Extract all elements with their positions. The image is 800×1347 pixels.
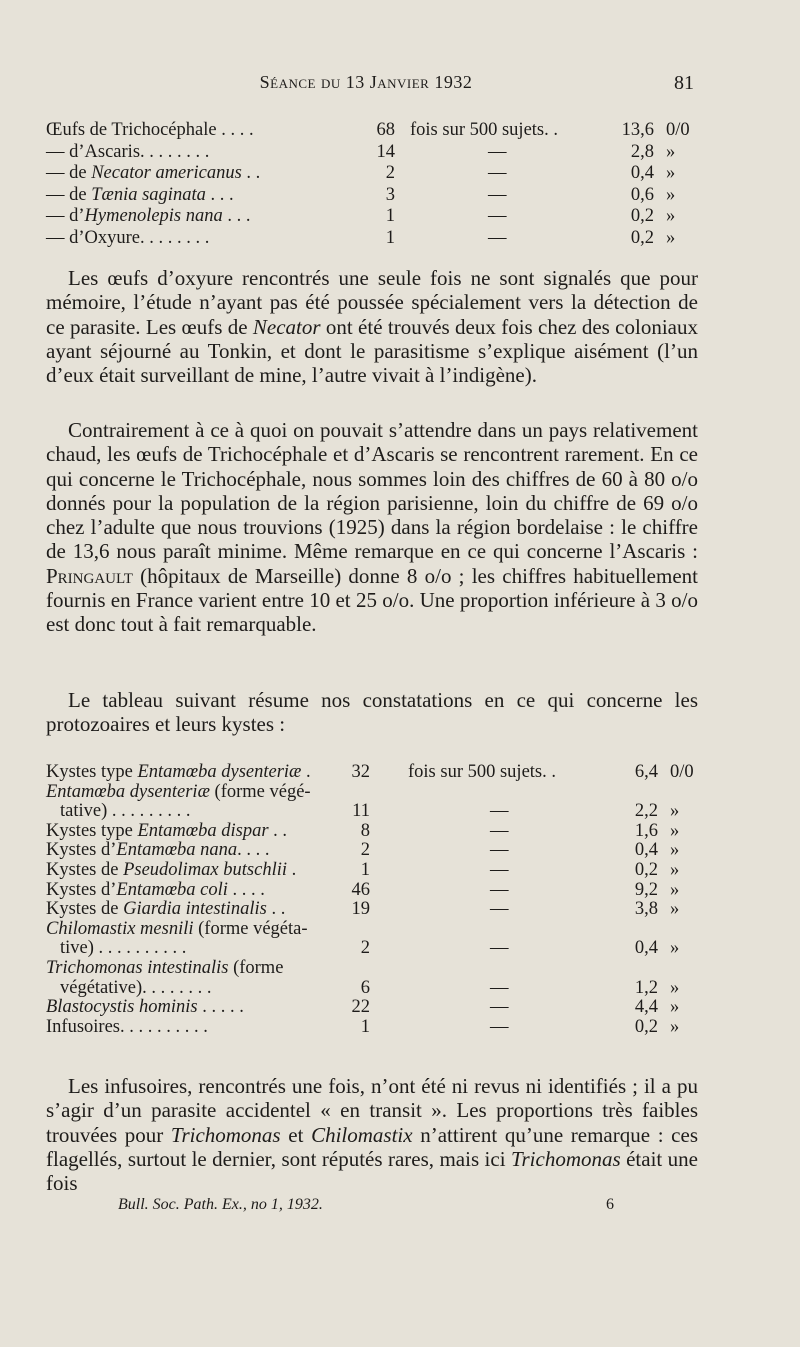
row-unit: » (670, 977, 680, 998)
row-label-italic: Entamœba dysenteriæ (137, 762, 302, 782)
row-percent: 4,4 (634, 997, 658, 1018)
row-line (46, 860, 706, 880)
row-unit: » (670, 879, 680, 900)
row-ratio: — (490, 1016, 509, 1037)
row-label: Infusoires. . . . . . . . . . (46, 1016, 208, 1037)
row-unit: » (666, 163, 676, 183)
row-label: Kystes d’Entamœba coli . . . . (46, 879, 265, 900)
row-ratio: — (490, 859, 509, 880)
row-label: Kystes de Giardia intestinalis . . (46, 899, 286, 920)
row-label: Kystes de Pseudolimax butschlii . (46, 859, 297, 880)
helminth-eggs-table (46, 120, 706, 249)
row-percent: 6,4 (634, 762, 658, 782)
row-ratio: fois sur 500 sujets. . (408, 762, 556, 782)
row-label: — de Necator americanus . . (46, 163, 261, 183)
row-count: 1 (385, 206, 395, 226)
row-label-italic: Entamœba dispar (137, 820, 269, 841)
row-count: 6 (360, 977, 370, 998)
row-label-continued: tative) . . . . . . . . . (60, 801, 191, 822)
row-label: Chilomastix mesnili (forme végéta- (46, 918, 308, 939)
row-ratio: — (490, 820, 509, 841)
row-ratio: — (490, 801, 509, 822)
row-label-italic: Necator americanus (91, 163, 242, 183)
row-line-continued (46, 978, 706, 998)
table-row (46, 762, 706, 782)
row-unit: » (670, 801, 680, 822)
paragraph-oxyure: Les œufs d’oxyure rencontrés une seule fois ne sont signalés que pour mémoire, l’étude n’ayant pas été poussée spécialement vers la détection de ce parasite. Les œufs de Necator ont été trouvés deux fois chez des coloniaux ayant séjourné au Tonkin, et dont le parasitisme s’explique aisément (l’un d’eux était surveillant de mine, l’autre vivait à l’indigène). (46, 266, 698, 388)
row-unit: » (670, 840, 680, 861)
row-ratio: — (490, 879, 509, 900)
row-label-italic: Chilomastix mesnili (46, 918, 194, 939)
row-label-italic: Entamœba nana (116, 840, 238, 861)
row-line (46, 919, 706, 939)
table-row (46, 163, 706, 185)
row-label-italic: Pseudolimax butschlii (123, 859, 287, 880)
row-label: — d’Ascaris. . . . . . . . (46, 141, 210, 162)
row-line (46, 899, 706, 919)
row-label: Kystes type Entamœba dysenteriæ . (46, 762, 311, 782)
row-line (46, 1017, 706, 1037)
row-count: 22 (351, 997, 370, 1018)
row-count: 2 (360, 840, 370, 861)
row-percent: 0,2 (630, 227, 654, 248)
row-percent: 2,8 (630, 141, 654, 162)
row-line-continued (46, 801, 706, 821)
row-percent: 0,4 (634, 938, 658, 959)
row-label-continued: tive) . . . . . . . . . . (60, 938, 187, 959)
table-row (46, 919, 706, 958)
row-unit: 0/0 (670, 762, 694, 782)
row-percent: 3,8 (634, 899, 658, 920)
row-percent: 0,2 (634, 1016, 658, 1037)
table-row (46, 899, 706, 919)
row-label-italic: Giardia intestinalis (123, 899, 267, 920)
row-label: Kystes type Entamœba dispar . . (46, 820, 288, 841)
row-label-continued: végétative). . . . . . . . (60, 977, 212, 998)
row-label-italic: Entamœba coli (116, 879, 228, 900)
footer-citation: Bull. Soc. Path. Ex., no 1, 1932. (118, 1196, 323, 1213)
table-row (46, 185, 706, 207)
row-unit: » (666, 141, 676, 162)
table-row (46, 1017, 706, 1037)
table-row (46, 142, 706, 164)
table-row (46, 880, 706, 900)
row-unit: » (666, 227, 676, 248)
row-label-italic: Blastocystis hominis (46, 997, 198, 1018)
table-row (46, 821, 706, 841)
table-row (46, 206, 706, 228)
row-count: 2 (360, 938, 370, 959)
table-row (46, 840, 706, 860)
row-count: 1 (360, 1016, 370, 1037)
row-ratio: — (490, 938, 509, 959)
row-label-italic: Entamœba dysenteriæ (46, 781, 210, 802)
row-line (46, 958, 706, 978)
row-count: 8 (360, 820, 370, 841)
row-unit: » (670, 820, 680, 841)
row-count: 1 (360, 859, 370, 880)
row-label: Kystes d’Entamœba nana. . . . (46, 840, 270, 861)
row-label-italic: Trichomonas intestinalis (46, 957, 229, 978)
row-label-italic: Tænia saginata (91, 184, 206, 205)
row-label: Blastocystis hominis . . . . . (46, 997, 244, 1018)
row-percent: 0,2 (630, 206, 654, 226)
row-line (46, 762, 706, 782)
row-label: — d’Oxyure. . . . . . . . (46, 227, 210, 248)
row-count: 14 (376, 141, 395, 162)
paragraph-infusoires: Les infusoires, rencontrés une fois, n’ont été ni revus ni identifiés ; il a pu s’agir d’un parasite accidentel « en transit ». Les proportions très faibles trouvées pour Trichomonas et Chilomastix n’attirent qu’une remarque : ces flagellés, surtout le dernier, sont réputés rares, mais ici Trichomonas était une fois (46, 1074, 699, 1196)
row-unit: » (670, 997, 680, 1018)
page-number: 81 (674, 72, 694, 94)
table-row (46, 228, 706, 250)
row-ratio: — (490, 977, 509, 998)
paragraph-trichocephale: Contrairement à ce à quoi on pouvait s’attendre dans un pays relativement chaud, les œufs de Trichocéphale et d’Ascaris se rencontrent rarement. En ce qui concerne le Trichocéphale, nous sommes loin des chiffres de 60 à 80 o/o donnés pour la population de la région parisienne, loin du chiffre de 69 o/o chez l’adulte que nous trouvions (1925) dans la région bordelaise : le chiffre de 13,6 nous paraît minime. Même remarque en ce qui concerne l’Ascaris : Pringault (hôpitaux de Marseille) donne 8 o/o ; les chiffres habituellement fournis en France varient entre 10 et 25 o/o. Une proportion inférieure à 3 o/o est donc tout à fait remarquable. (46, 418, 698, 637)
row-ratio: fois sur 500 sujets. . (410, 120, 558, 140)
row-ratio: — (488, 163, 507, 183)
row-unit: » (670, 1016, 680, 1037)
row-count: 1 (385, 227, 395, 248)
row-percent: 13,6 (621, 120, 654, 140)
row-count: 2 (385, 163, 395, 183)
row-count: 32 (351, 762, 370, 782)
row-label: Œufs de Trichocéphale . . . . (46, 120, 254, 140)
row-label: Trichomonas intestinalis (forme (46, 957, 284, 978)
row-count: 19 (351, 899, 370, 920)
row-label: — de Tænia saginata . . . (46, 184, 234, 205)
row-line (46, 782, 706, 802)
row-count: 3 (385, 184, 395, 205)
table-row (46, 120, 706, 142)
row-line (46, 880, 706, 900)
row-line (46, 821, 706, 841)
row-line (46, 840, 706, 860)
row-line-continued (46, 938, 706, 958)
row-count: 68 (376, 120, 395, 140)
row-unit: » (670, 938, 680, 959)
row-count: 11 (352, 801, 370, 822)
row-ratio: — (488, 141, 507, 162)
table-row (46, 958, 706, 997)
row-percent: 1,2 (634, 977, 658, 998)
row-count: 46 (351, 879, 370, 900)
row-unit: » (670, 899, 680, 920)
footer-signature: 6 (606, 1196, 614, 1213)
row-unit: » (666, 184, 676, 205)
paragraph-tableau: Le tableau suivant résume nos constatations en ce qui concerne les protozoaires et leurs kystes : (46, 688, 698, 737)
row-unit: 0/0 (666, 120, 690, 140)
row-percent: 0,2 (634, 859, 658, 880)
row-percent: 1,6 (634, 820, 658, 841)
row-percent: 0,6 (630, 184, 654, 205)
table-row (46, 997, 706, 1017)
protozoa-table (46, 762, 706, 1036)
table-row (46, 860, 706, 880)
row-ratio: — (488, 227, 507, 248)
row-label: — d’Hymenolepis nana . . . (46, 206, 251, 226)
row-unit: » (670, 859, 680, 880)
row-ratio: — (488, 184, 507, 205)
row-unit: » (666, 206, 676, 226)
row-percent: 9,2 (634, 879, 658, 900)
row-label-italic: Hymenolepis nana (84, 206, 223, 226)
running-head: Séance du 13 Janvier 1932 (259, 72, 473, 92)
row-line (46, 997, 706, 1017)
page-header (46, 72, 694, 104)
row-ratio: — (490, 899, 509, 920)
row-ratio: — (488, 206, 507, 226)
table-row (46, 782, 706, 821)
row-percent: 0,4 (634, 840, 658, 861)
row-ratio: — (490, 840, 509, 861)
row-label: Entamœba dysenteriæ (forme végé- (46, 781, 311, 802)
row-ratio: — (490, 997, 509, 1018)
row-percent: 0,4 (630, 163, 654, 183)
row-percent: 2,2 (634, 801, 658, 822)
